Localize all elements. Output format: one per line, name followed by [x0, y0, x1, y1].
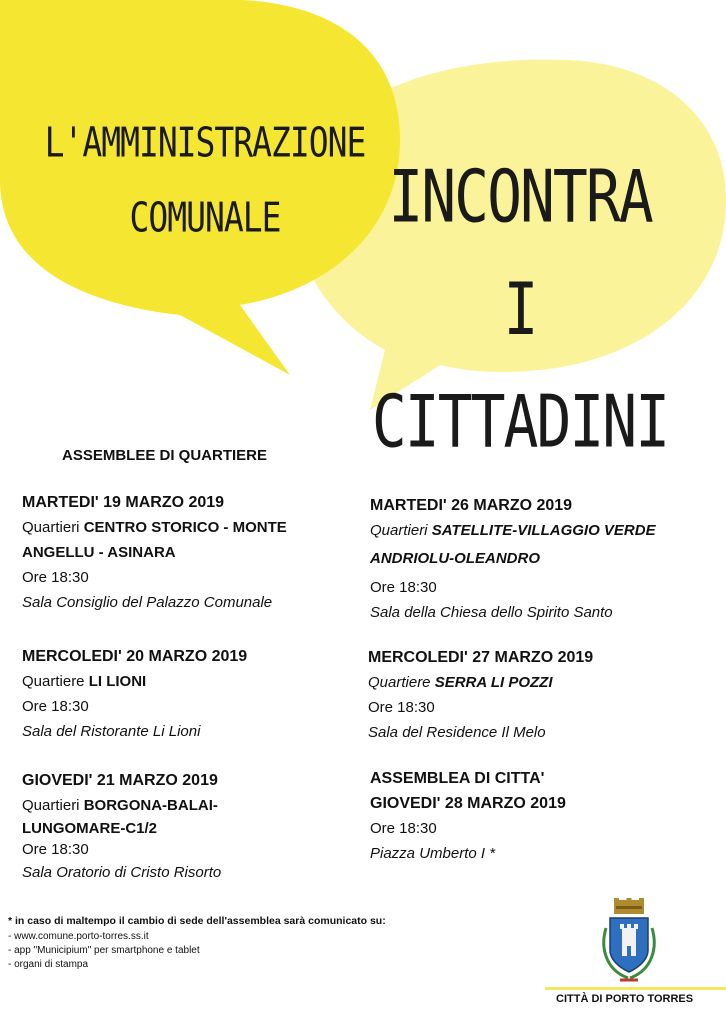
- event-time: Ore 18:30: [368, 699, 435, 716]
- event-district-cont: ANDRIOLU-OLEANDRO: [370, 550, 540, 567]
- event-district: SATELLITE-VILLAGGIO VERDE: [431, 522, 656, 539]
- event-date: MARTEDI' 19 MARZO 2019: [22, 494, 225, 511]
- event-prefix: Quartiere: [22, 673, 85, 690]
- event-district: CENTRO STORICO - MONTE: [83, 519, 287, 536]
- title-right: [350, 140, 690, 478]
- footnote-press: - organi di stampa: [8, 959, 89, 970]
- event-place: Sala della Chiesa dello Spirito Santo: [370, 604, 613, 621]
- footnote: [8, 914, 386, 972]
- event-time: Ore 18:30: [22, 698, 89, 715]
- event-time: Ore 18:30: [370, 820, 437, 837]
- event-prefix: Quartieri: [22, 519, 80, 536]
- event-place: Sala del Residence Il Melo: [368, 724, 546, 741]
- event-district: SERRA LI POZZI: [434, 674, 553, 691]
- bottom-accent-line: [545, 987, 726, 990]
- event-place: Piazza Umberto I *: [370, 845, 496, 862]
- event-time: Ore 18:30: [22, 569, 89, 586]
- footnote-head: * in caso di maltempo il cambio di sede dell'assemblea sarà comunicato su:: [8, 915, 386, 927]
- event-6: [370, 766, 566, 866]
- event-place: Sala del Ristorante Li Lioni: [22, 723, 201, 740]
- event-place: Sala Oratorio di Cristo Risorto: [22, 864, 222, 881]
- event-date: GIOVEDI' 21 MARZO 2019: [22, 772, 218, 789]
- city-name: CITTÀ DI PORTO TORRES: [556, 993, 694, 1005]
- event-3: [22, 768, 221, 885]
- event-district-cont: LUNGOMARE-C1/2: [22, 820, 158, 837]
- event-date: ASSEMBLEA DI CITTA': [370, 770, 545, 787]
- event-district-cont: ANGELLU - ASINARA: [22, 544, 176, 561]
- title-line-1: L'AMMINISTRAZIONE: [44, 117, 366, 167]
- event-district: BORGONA-BALAI-: [83, 797, 218, 814]
- event-1: [22, 490, 287, 615]
- event-prefix: Quartieri: [370, 522, 428, 539]
- event-date-2: GIOVEDI' 28 MARZO 2019: [370, 795, 566, 812]
- event-district: LI LIONI: [88, 673, 147, 690]
- title-line-3: INCONTRA: [388, 153, 652, 239]
- event-date: MARTEDI' 26 MARZO 2019: [370, 497, 573, 514]
- title-line-4: I CITTADINI: [371, 266, 669, 464]
- city-crest-icon: [598, 898, 660, 988]
- event-time: Ore 18:30: [370, 579, 437, 596]
- event-4: [370, 493, 656, 625]
- event-place: Sala Consiglio del Palazzo Comunale: [22, 594, 273, 611]
- section-title: ASSEMBLEE DI QUARTIERE: [62, 447, 268, 464]
- footnote-app: - app "Municipium" per smartphone e tablet: [8, 945, 200, 956]
- event-5: [368, 645, 593, 745]
- event-prefix: Quartieri: [22, 797, 80, 814]
- event-date: MERCOLEDI' 20 MARZO 2019: [22, 648, 248, 665]
- event-date: MERCOLEDI' 27 MARZO 2019: [368, 649, 594, 666]
- title-left: [30, 105, 380, 255]
- event-time: Ore 18:30: [22, 841, 89, 858]
- footnote-website: - www.comune.porto-torres.ss.it: [8, 931, 149, 942]
- event-prefix: Quartiere: [368, 674, 431, 691]
- title-line-2: COMUNALE: [129, 192, 281, 242]
- event-2: [22, 644, 247, 744]
